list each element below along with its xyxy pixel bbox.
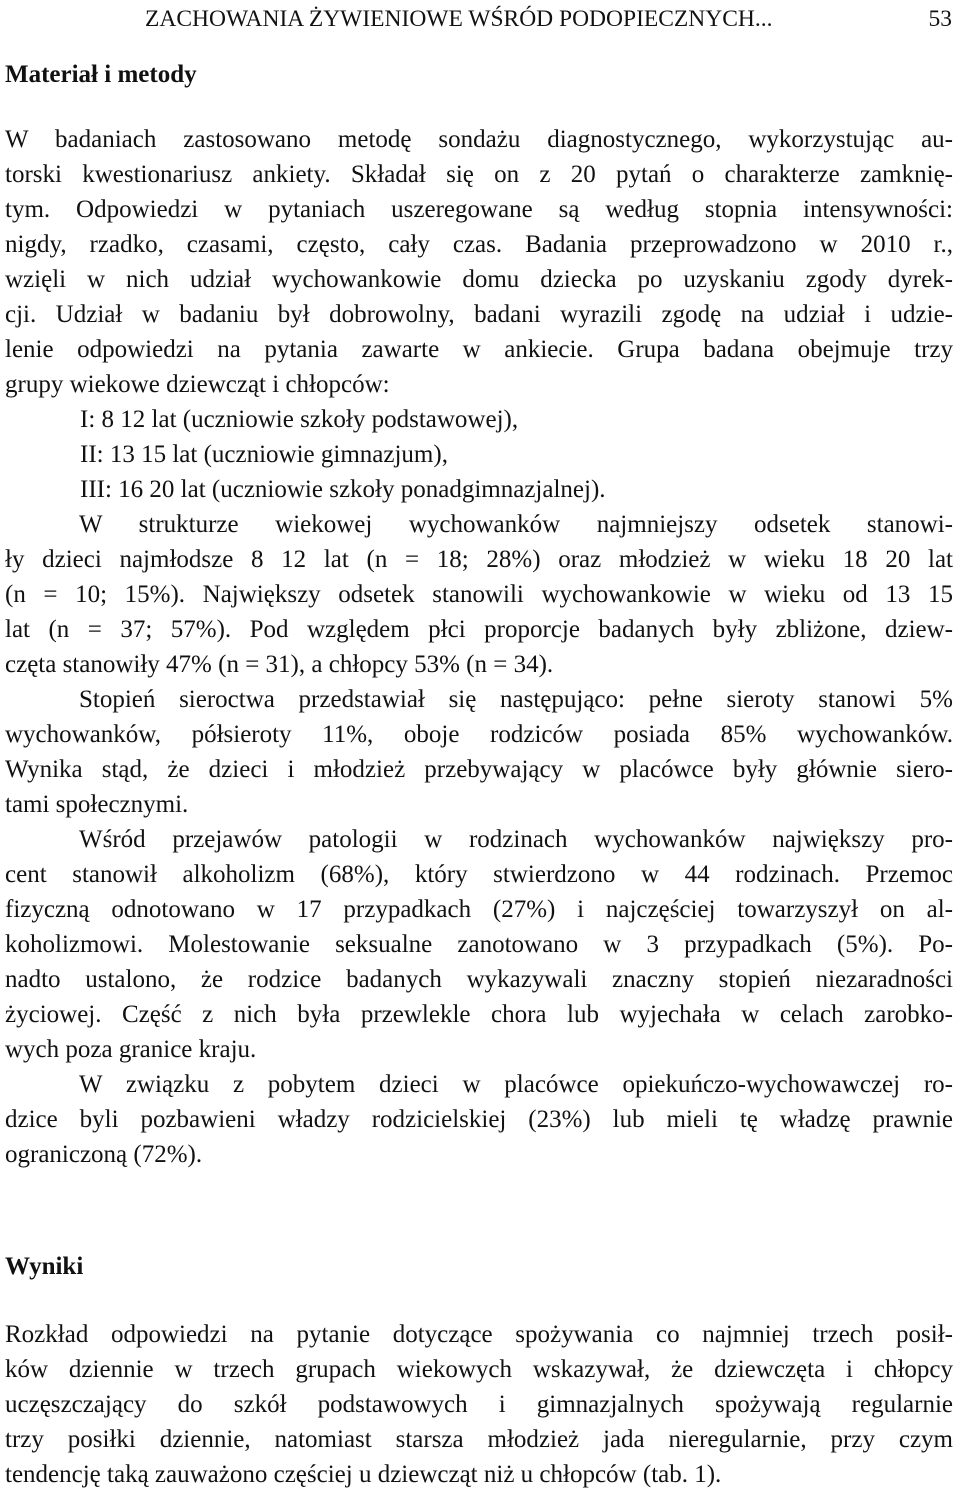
text-line: cent stanowił alkoholizm (68%), który stwierdzono w 44 rodzinach. Przemoc [5, 861, 953, 888]
paragraph-results [5, 1317, 953, 1492]
text-line: grupy wiekowe dziewcząt i chłopców: [5, 371, 390, 398]
text-line: uczęszczający do szkół podstawowych i gimnazjalnych spożywają regularnie [5, 1391, 953, 1418]
section-heading-methods: Materiał i metody [5, 61, 197, 88]
text-line: Wśród przejawów patologii w rodzinach wychowanków największy pro- [79, 826, 953, 853]
list-item: I: 8 12 lat (uczniowie szkoły podstawowej), [80, 406, 519, 433]
list-item: II: 13 15 lat (uczniowie gimnazjum), [80, 441, 448, 468]
text-line: (n = 10; 15%). Największy odsetek stanowili wychowankowie w wieku od 13 15 [5, 581, 953, 608]
text-line: fizyczną odnotowano w 17 przypadkach (27%) i najczęściej towarzyszył on al- [5, 896, 953, 923]
paragraph-parental-rights [5, 1067, 953, 1172]
paragraph-pathology [5, 822, 953, 1067]
paragraph-age-structure [5, 507, 953, 682]
age-groups-list [80, 402, 606, 507]
text-line: W związku z pobytem dzieci w placówce opiekuńczo-wychowawczej ro- [79, 1071, 953, 1098]
text-line: lat (n = 37; 57%). Pod względem płci proporcje badanych były zbliżone, dziew- [5, 616, 953, 643]
text-line: Stopień sieroctwa przedstawiał się następująco: pełne sieroty stanowi 5% [79, 686, 953, 713]
text-line: życiowej. Część z nich była przewlekle chora lub wyjechała w celach zarobko- [5, 1001, 953, 1028]
text-line: lenie odpowiedzi na pytania zawarte w ankiecie. Grupa badana obejmuje trzy [5, 336, 953, 363]
text-line: tendencję taką zauważono częściej u dziewcząt niż u chłopców (tab. 1). [5, 1461, 722, 1488]
text-line: tym. Odpowiedzi w pytaniach uszeregowane są według stopnia intensywności: [5, 196, 953, 223]
text-line: wzięli w nich udział wychowankowie domu dziecka po uzyskaniu zgody dyrek- [5, 266, 953, 293]
paragraph-methods-intro [5, 122, 953, 402]
text-line: ły dzieci najmłodsze 8 12 lat (n = 18; 28%) oraz młodzież w wieku 18 20 lat [5, 546, 953, 573]
page-number: 53 [928, 6, 952, 32]
text-line: częta stanowiły 47% (n = 31), a chłopcy 53% (n = 34). [5, 651, 554, 678]
list-item: III: 16 20 lat (uczniowie szkoły ponadgimnazjalnej). [80, 476, 606, 503]
text-line: koholizmowi. Molestowanie seksualne zanotowano w 3 przypadkach (5%). Po- [5, 931, 953, 958]
text-line: nadto ustalono, że rodzice badanych wykazywali znaczny stopień niezaradności [5, 966, 953, 993]
text-line: ków dziennie w trzech grupach wiekowych wskazywał, że dziewczęta i chłopcy [5, 1356, 953, 1383]
text-line: Rozkład odpowiedzi na pytanie dotyczące spożywania co najmniej trzech posił- [5, 1321, 953, 1348]
text-line: W strukturze wiekowej wychowanków najmniejszy odsetek stanowi- [79, 511, 953, 538]
text-line: ograniczoną (72%). [5, 1141, 203, 1168]
text-line: nigdy, rzadko, czasami, często, cały czas. Badania przeprowadzono w 2010 r., [5, 231, 953, 258]
text-line: W badaniach zastosowano metodę sondażu diagnostycznego, wykorzystując au- [5, 126, 953, 153]
paragraph-orphanhood [5, 682, 953, 822]
text-line: tami społecznymi. [5, 791, 189, 818]
text-line: wychowanków, półsieroty 11%, oboje rodziców posiada 85% wychowanków. [5, 721, 953, 748]
text-line: trzy posiłki dziennie, natomiast starsza młodzież jada nieregularnie, przy czym [5, 1426, 953, 1453]
text-line: torski kwestionariusz ankiety. Składał się on z 20 pytań o charakterze zamknię- [5, 161, 953, 188]
section-heading-results: Wyniki [5, 1253, 84, 1280]
text-line: wych poza granice kraju. [5, 1036, 257, 1063]
text-line: Wynika stąd, że dzieci i młodzież przebywający w placówce były głównie siero- [5, 756, 953, 783]
text-line: dzice byli pozbawieni władzy rodzicielskiej (23%) lub mieli tę władzę prawnie [5, 1106, 953, 1133]
running-title: ZACHOWANIA ŻYWIENIOWE WŚRÓD PODOPIECZNYCH... [145, 6, 773, 32]
text-line: cji. Udział w badaniu był dobrowolny, badani wyrazili zgodę na udział i udzie- [5, 301, 953, 328]
running-header [145, 2, 952, 36]
